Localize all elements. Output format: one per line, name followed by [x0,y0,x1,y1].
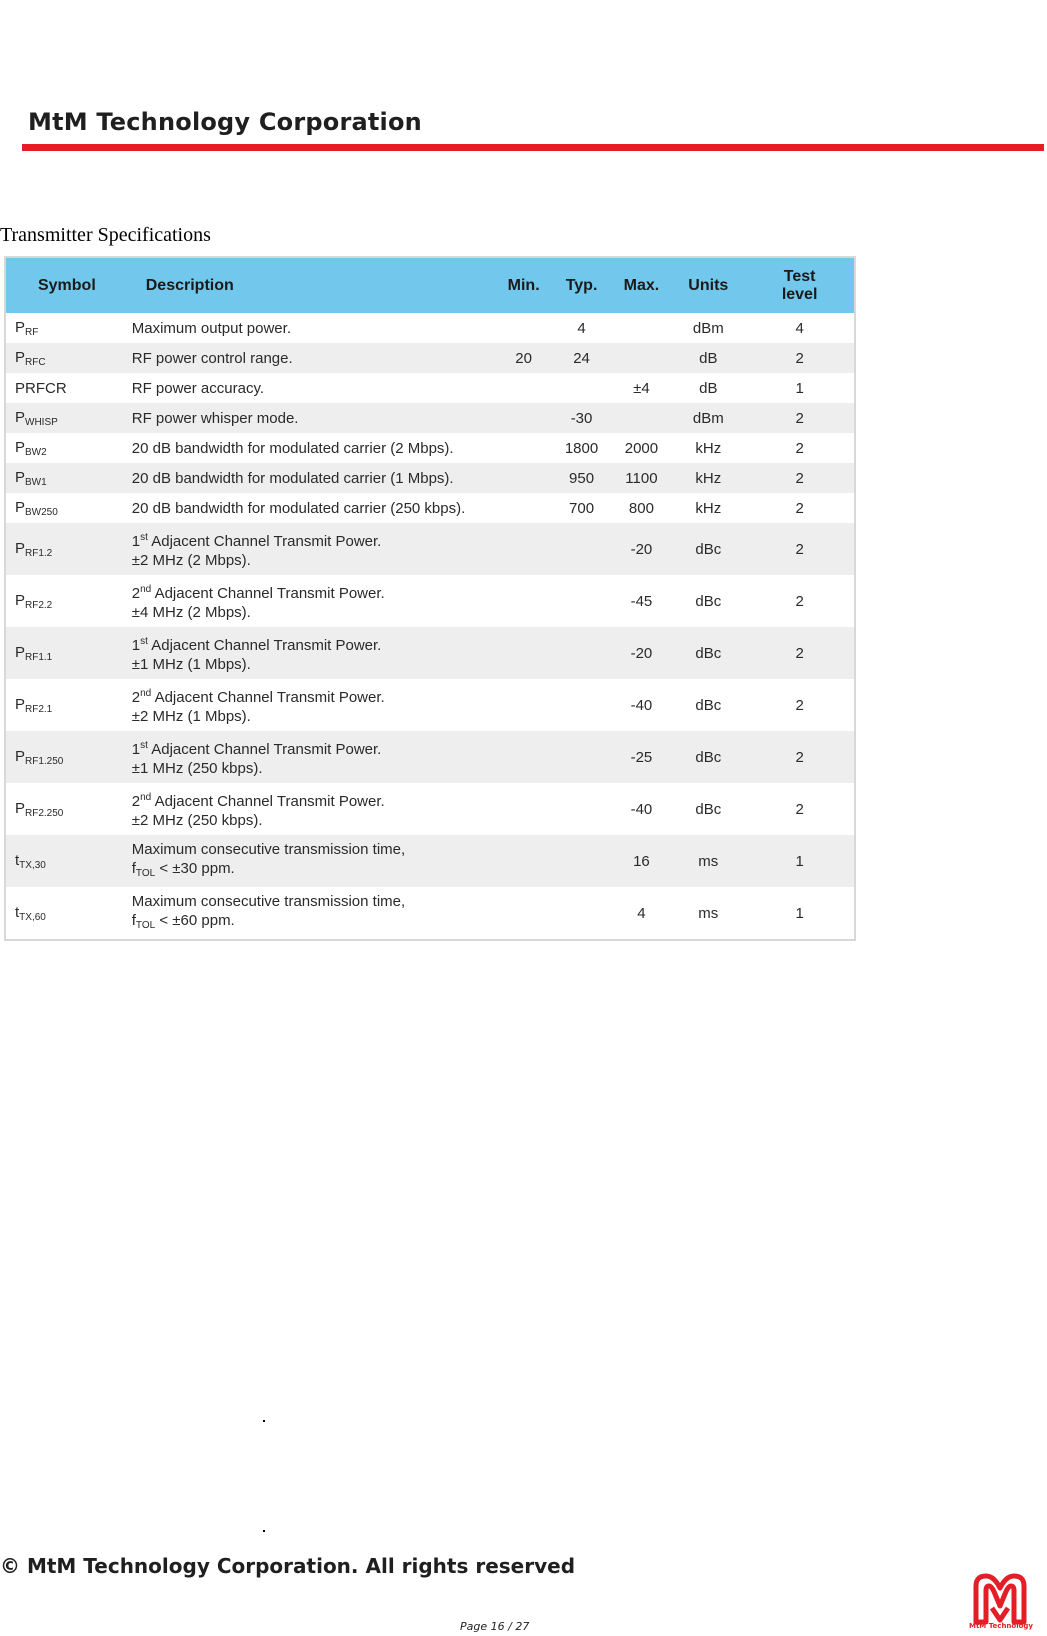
col-header-units: Units [671,257,745,313]
typ-cell: 4 [577,319,586,337]
min-cell [496,493,552,523]
units-cell: dBm [692,319,724,337]
min-cell [496,887,552,940]
col-header-symbol: Symbol [5,257,128,313]
max-cell: -40 [630,800,653,818]
table-row [5,313,855,343]
typ-cell [552,887,612,940]
units-cell: dBc [695,696,722,714]
table-header-row [5,257,855,313]
description-cell: Maximum consecutive transmission time, $f_{TOL} < \pm 60$ ppm. [131,892,406,931]
copyright-notice: © MtM Technology Corporation. All rights reserved [0,1554,576,1578]
symbol-cell: PRFCR [15,379,67,397]
units-cell: dBc [671,523,745,575]
col-header-max: Max. [611,257,671,313]
description-cell: 2nd Adjacent Channel Transmit Power. ±4 MHz (2 Mbps). [131,584,385,621]
description-cell: 20 dB bandwidth for modulated carrier (1 Mbps). [128,463,496,493]
max-cell: ±4 [633,379,650,397]
symbol-cell: $t_{TX,30}$ [5,835,128,887]
test-level-cell: 2 [795,439,804,457]
symbol-cell: $P_{BW2}$ [15,438,47,458]
col-header-min: Min. [496,257,552,313]
symbol-cell: $P_{RF2.250}$ [15,799,64,819]
description-cell: RF power whisper mode. [128,403,496,433]
table-row [5,835,855,887]
min-cell [496,313,552,343]
symbol-cell: $P_{WHISP}$ [5,403,128,433]
symbol-cell: $P_{RF}$ [15,318,39,338]
transmitter-spec-table [4,256,856,941]
typ-cell [552,575,612,627]
units-cell: kHz [695,439,722,457]
max-cell: 2000 [624,439,659,457]
test-level-cell: 2 [745,463,855,493]
col-header-test-line1: Test [783,267,816,285]
max-cell [611,403,671,433]
max-cell [611,313,671,343]
col-header-test-line2: level [781,285,818,303]
typ-cell: -30 [552,403,612,433]
table-row [5,463,855,493]
table-row [5,627,855,679]
description-cell: 2nd Adjacent Channel Transmit Power. ±2 MHz (250 kbps). [131,792,385,829]
stray-dot [263,1420,265,1422]
min-cell [496,463,552,493]
table-row [5,493,855,523]
units-cell: dBc [671,627,745,679]
max-cell: -45 [630,592,653,610]
max-cell: -25 [611,731,671,783]
test-level-cell: 2 [795,499,804,517]
units-cell: dB [699,379,718,397]
min-cell [496,433,552,463]
typ-cell: 700 [569,499,595,517]
col-header-description: Description [128,257,496,313]
units-cell: dBc [695,800,722,818]
min-cell [496,627,552,679]
symbol-cell: $P_{RF1.1}$ [5,627,128,679]
min-cell [496,835,552,887]
typ-cell [552,783,612,835]
description-cell: Maximum consecutive transmission time, $f_{TOL} < \pm 30$ ppm. [128,835,496,887]
units-cell: ms [671,835,745,887]
page-number: Page 16 / 27 [460,1620,530,1633]
table-row [5,433,855,463]
description-cell: 20 dB bandwidth for modulated carrier (2 Mbps). [131,439,454,457]
test-level-cell: 2 [745,343,855,373]
test-level-cell: 2 [745,731,855,783]
test-level-cell: 2 [745,403,855,433]
typ-cell [552,627,612,679]
max-cell [611,343,671,373]
symbol-cell: $P_{RF2.2}$ [15,591,53,611]
test-level-cell: 1 [795,379,804,397]
min-cell [496,783,552,835]
description-cell: RF power control range. [128,343,496,373]
test-level-cell: 4 [795,319,804,337]
table-row [5,887,855,940]
typ-cell [552,523,612,575]
test-level-cell: 2 [745,523,855,575]
max-cell: 1100 [611,463,671,493]
description-cell: 2nd Adjacent Channel Transmit Power. ±2 MHz (1 Mbps). [131,688,385,725]
typ-cell [552,731,612,783]
min-cell [496,731,552,783]
header-rule [22,144,1044,151]
description-cell: 1st Adjacent Channel Transmit Power. ±1 MHz (1 Mbps). [128,627,496,679]
typ-cell [552,679,612,731]
test-level-cell: 2 [795,800,804,818]
stray-dot [263,1530,265,1532]
typ-cell: 1800 [564,439,599,457]
description-cell: Maximum output power. [131,319,291,337]
table-row [5,373,855,403]
min-cell [496,679,552,731]
section-heading: Transmitter Specifications [0,224,211,246]
table-row [5,343,855,373]
company-title: MtM Technology Corporation [28,108,422,136]
logo-caption: MtM Technology [968,1622,1033,1630]
test-level-cell: 1 [795,904,804,922]
min-cell: 20 [496,343,552,373]
max-cell: -40 [630,696,653,714]
col-header-test-level [745,257,855,313]
table-row [5,679,855,731]
units-cell: dBc [671,731,745,783]
description-cell: 20 dB bandwidth for modulated carrier (250 kbps). [131,499,466,517]
symbol-cell: $P_{RFC}$ [5,343,128,373]
test-level-cell: 2 [795,592,804,610]
col-header-typ: Typ. [552,257,612,313]
units-cell: dBc [695,592,722,610]
typ-cell [552,373,612,403]
symbol-cell: $P_{RF1.2}$ [5,523,128,575]
typ-cell [552,835,612,887]
min-cell [496,523,552,575]
units-cell: dBm [671,403,745,433]
test-level-cell: 2 [795,696,804,714]
units-cell: kHz [671,463,745,493]
table-row [5,575,855,627]
symbol-cell: $P_{BW1}$ [5,463,128,493]
symbol-cell: $P_{RF2.1}$ [15,695,53,715]
table-row [5,731,855,783]
symbol-cell: $P_{BW250}$ [15,498,58,518]
max-cell: -20 [611,627,671,679]
min-cell [496,373,552,403]
units-cell: ms [698,904,719,922]
min-cell [496,403,552,433]
test-level-cell: 2 [745,627,855,679]
table-row [5,403,855,433]
min-cell [496,575,552,627]
units-cell: dB [671,343,745,373]
units-cell: kHz [695,499,722,517]
typ-cell: 950 [552,463,612,493]
max-cell: 16 [611,835,671,887]
max-cell: -20 [611,523,671,575]
description-cell: 1st Adjacent Channel Transmit Power. ±2 MHz (2 Mbps). [128,523,496,575]
description-cell: RF power accuracy. [131,379,265,397]
description-cell: 1st Adjacent Channel Transmit Power. ±1 MHz (250 kbps). [128,731,496,783]
max-cell: 4 [637,904,646,922]
table-row [5,783,855,835]
symbol-cell: $t_{TX,60}$ [15,903,46,923]
typ-cell: 24 [552,343,612,373]
symbol-cell: $P_{RF1.250}$ [5,731,128,783]
test-level-cell: 1 [745,835,855,887]
max-cell: 800 [628,499,654,517]
table-row [5,523,855,575]
